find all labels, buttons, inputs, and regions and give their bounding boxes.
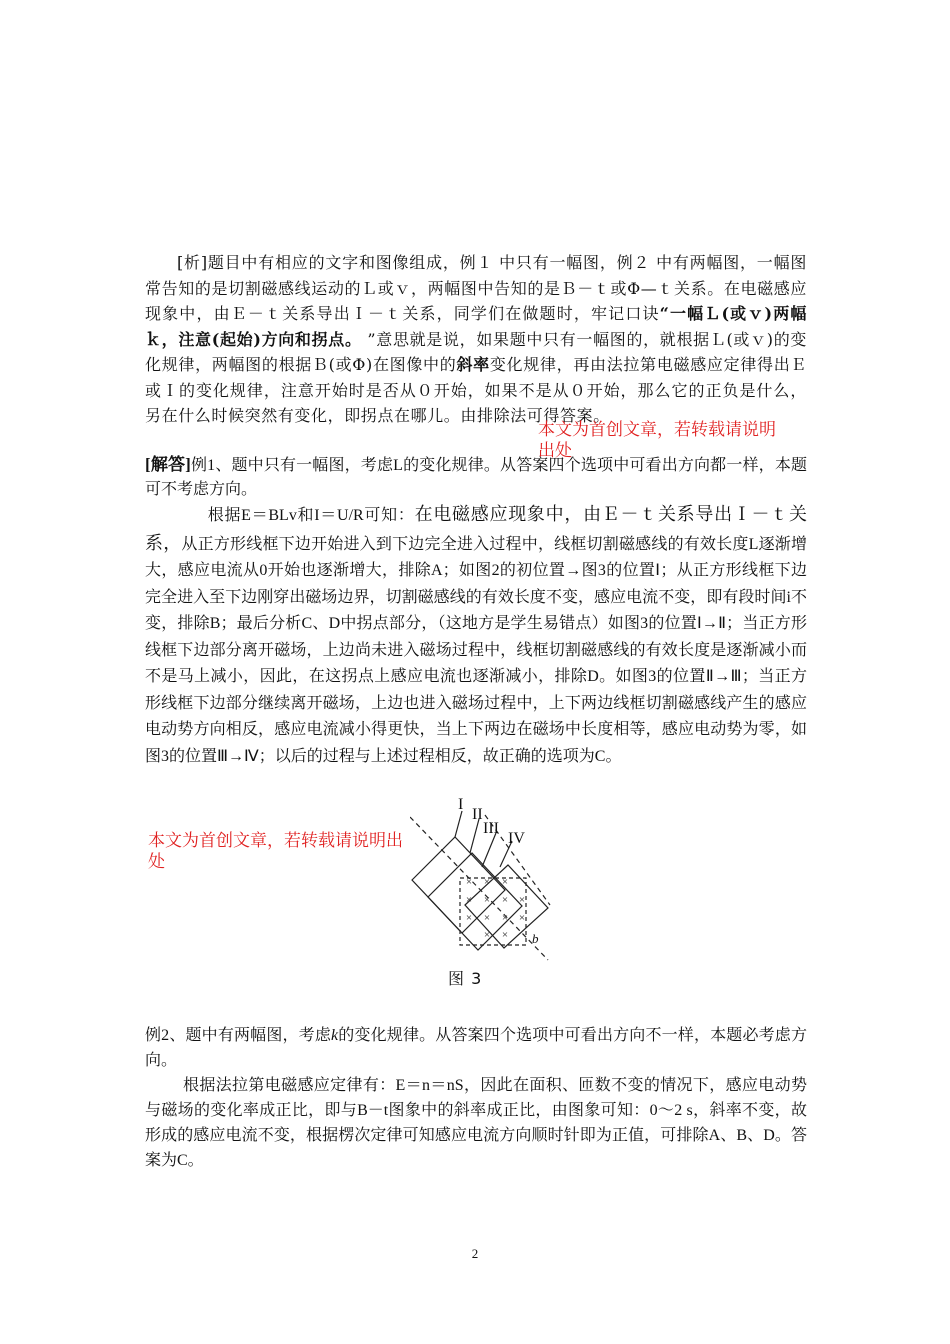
figure-caption: 图 3 [448, 969, 483, 988]
analysis-text-c: 变化规律，再由法拉第电磁感应定律得出Ｅ或Ｉ的变化规律，注意开始时是否从０开始，如果不是从０开始，那么它的正负是什么，另在什么时候突然有变化，即拐点在哪儿。由排除法可得答案。 [145, 355, 808, 425]
field-cross: × [483, 876, 491, 888]
corner-label-b: b [532, 931, 539, 946]
explanation-paragraph-1 [145, 501, 807, 770]
pointer-line-1 [455, 811, 462, 837]
field-cross: × [518, 894, 526, 906]
analysis-text-a: [析]题目中有相应的文字和图像组成，例１ 中只有一幅图，例２ 中有两幅图，一幅图常告知的是切割磁感线运动的Ｌ或ｖ，两幅图中告知的是Ｂ－ｔ或Φ—ｔ关系。在电磁感应现象中，由Ｅ－ｔ关系导出Ｉ－ｔ关系，同学们在做题时，牢记口诀 [145, 253, 807, 323]
pointer-line-2 [470, 819, 479, 853]
analysis-text-b: ”意思就是说，如果题中只有一幅图的，就根据Ｌ(或ｖ)的变化规律，两幅图的根据Ｂ(或Φ)在图像中的 [145, 329, 807, 374]
position-label-2: II [472, 806, 483, 823]
explanation-highlight: 在电磁感应现象中，由Ｅ－ｔ关系导出Ｉ－ｔ关系， [145, 504, 807, 553]
analysis-paragraph [145, 250, 807, 429]
explanation-lead: 根据E＝BLv和I＝U/R可知： [207, 507, 415, 524]
pointer-line-3 [482, 833, 496, 867]
figure-3-diagram [410, 795, 560, 965]
guide-line-upper [410, 817, 548, 960]
field-cross: × [465, 876, 473, 888]
field-cross: × [501, 929, 509, 941]
field-cross: × [483, 912, 491, 924]
answer-text: 例1、题中只有一幅图，考虑L的变化规律。从答案四个选项中可看出方向都一样，本题可不考虑方向。 [145, 457, 808, 498]
watermark-note-2: 本文为首创文章，若转载请说明出处 [148, 831, 403, 872]
watermark-note-1: 本文为首创文章，若转载请说明出处 [538, 420, 776, 461]
page-number: 2 [471, 1246, 479, 1261]
field-cross: × [501, 876, 509, 888]
field-cross: × [465, 894, 473, 906]
explanation-rest: 从正方形线框下边开始进入到下边完全进入过程中，线框切割磁感线的有效长度L逐渐增大，感应电流从0开始也逐渐增大，排除A；如图2的初位置→图3的位置Ⅰ；从正方形线框下边完全进入至下边刚穿出磁场边界，切割磁感线的有效长度不变，感应电流不变，即有段时间i不变，排除B；最后分析C、D中拐点部分，（这地方是学生易错点）如图3的位置Ⅰ→Ⅱ；当正方形线框下边部分离开磁场，上边尚未进入磁场过程中，线框切割磁感线的有效长度是逐渐减小而不是马上减小，因此，在这拐点上感应电流也逐渐减小，排除D。如图3的位置Ⅱ→Ⅲ；当正方形线框下边部分继续离开磁场，上边也进入磁场过程中，上下两边线框切割磁感线产生的感应电动势方向相反，感应电流减小得更快，当上下两边在磁场中长度相等，感应电动势为零，如图3的位置Ⅲ→Ⅳ；以后的过程与上述过程相反，故正确的选项为C。 [145, 535, 808, 765]
field-cross: × [501, 912, 509, 924]
field-cross: × [501, 894, 509, 906]
position-label-3: III [483, 820, 499, 837]
slope-keyword: 斜率 [456, 355, 490, 374]
field-cross: × [483, 894, 491, 906]
field-cross: × [518, 912, 526, 924]
mnemonic-text: “一幅Ｌ(或ｖ)两幅ｋ，注意(起始)方向和拐点。 [145, 304, 807, 349]
field-cross: × [465, 912, 473, 924]
answer-label: [解答] [145, 455, 191, 474]
variable-k: k [331, 1027, 339, 1044]
example-2-post: 的变化规律。从答案四个选项中可看出方向不一样，本题必考虑方向。 [145, 1027, 807, 1069]
position-label-1: I [458, 796, 464, 813]
square-loop-position-1 [412, 837, 505, 933]
explanation-paragraph-2: 根据法拉第电磁感应定律有：E＝n＝nS，因此在面积、匝数不变的情况下，感应电动势与磁场的变化率成正比，即与B－t图象中的斜率成正比，由图象可知：0～2 s，斜率不变，故形成的感应电流不变，根据楞次定律可知感应电流方向顺时针即为正值，可排除A、B、D。答案为C。 [145, 1077, 807, 1169]
example-2-paragraph [145, 1023, 807, 1073]
position-label-4: IV [508, 830, 525, 847]
example-2-pre: 例2、题中有两幅图，考虑 [145, 1027, 332, 1044]
field-cross: × [483, 929, 491, 941]
